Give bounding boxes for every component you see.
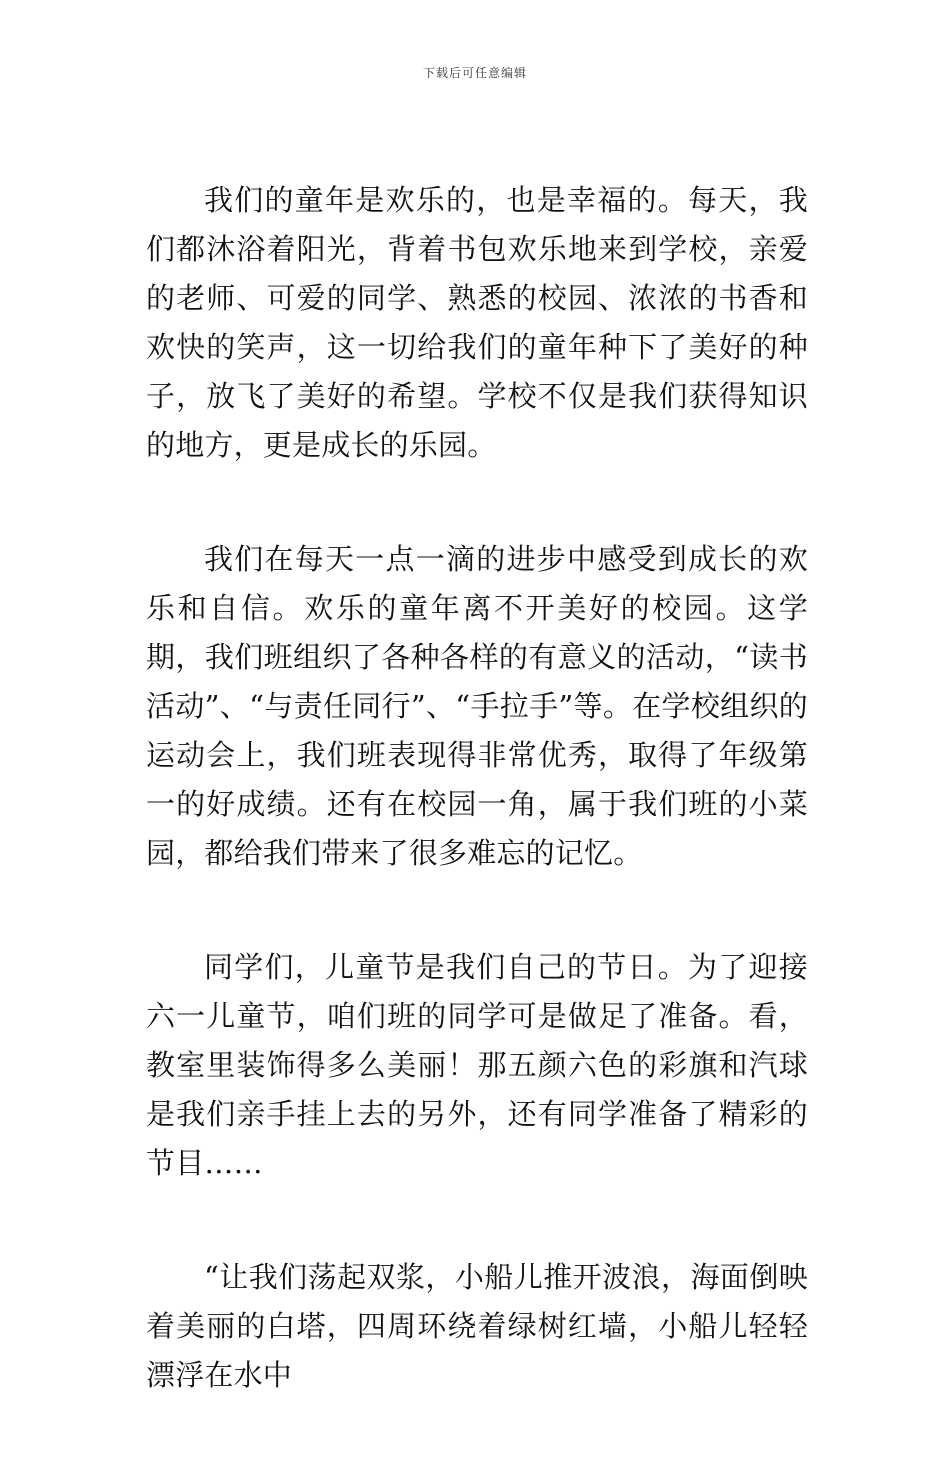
document-body bbox=[146, 176, 808, 1465]
paragraph-3: 同学们，儿童节是我们自己的节日。为了迎接六一儿童节，咱们班的同学可是做足了准备。看，教室里装饰得多么美丽！那五颜六色的彩旗和汽球是我们亲手挂上去的另外，还有同学准备了精彩的节目…… bbox=[146, 950, 808, 1180]
paragraph-1: 我们的童年是欢乐的，也是幸福的。每天，我们都沐浴着阳光，背着书包欢乐地来到学校，亲爱的老师、可爱的同学、熟悉的校园、浓浓的书香和欢快的笑声，这一切给我们的童年种下了美好的种子，放飞了美好的希望。学校不仅是我们获得知识的地方，更是成长的乐园。 bbox=[146, 183, 808, 462]
header-note: 下载后可任意编辑 bbox=[422, 66, 527, 80]
paragraph-2: 我们在每天一点一滴的进步中感受到成长的欢乐和自信。欢乐的童年离不开美好的校园。这学期，我们班组织了各种各样的有意义的活动，“读书活动”、“与责任同行”、“手拉手”等。在学校组织的运动会上，我们班表现得非常优秀，取得了年级第一的好成绩。还有在校园一角，属于我们班的小菜园，都给我们带来了很多难忘的记忆。 bbox=[146, 542, 808, 870]
paragraph-4: “让我们荡起双浆，小船儿推开波浪，海面倒映着美丽的白塔，四周环绕着绿树红墙，小船儿轻轻漂浮在水中 bbox=[146, 1260, 808, 1392]
